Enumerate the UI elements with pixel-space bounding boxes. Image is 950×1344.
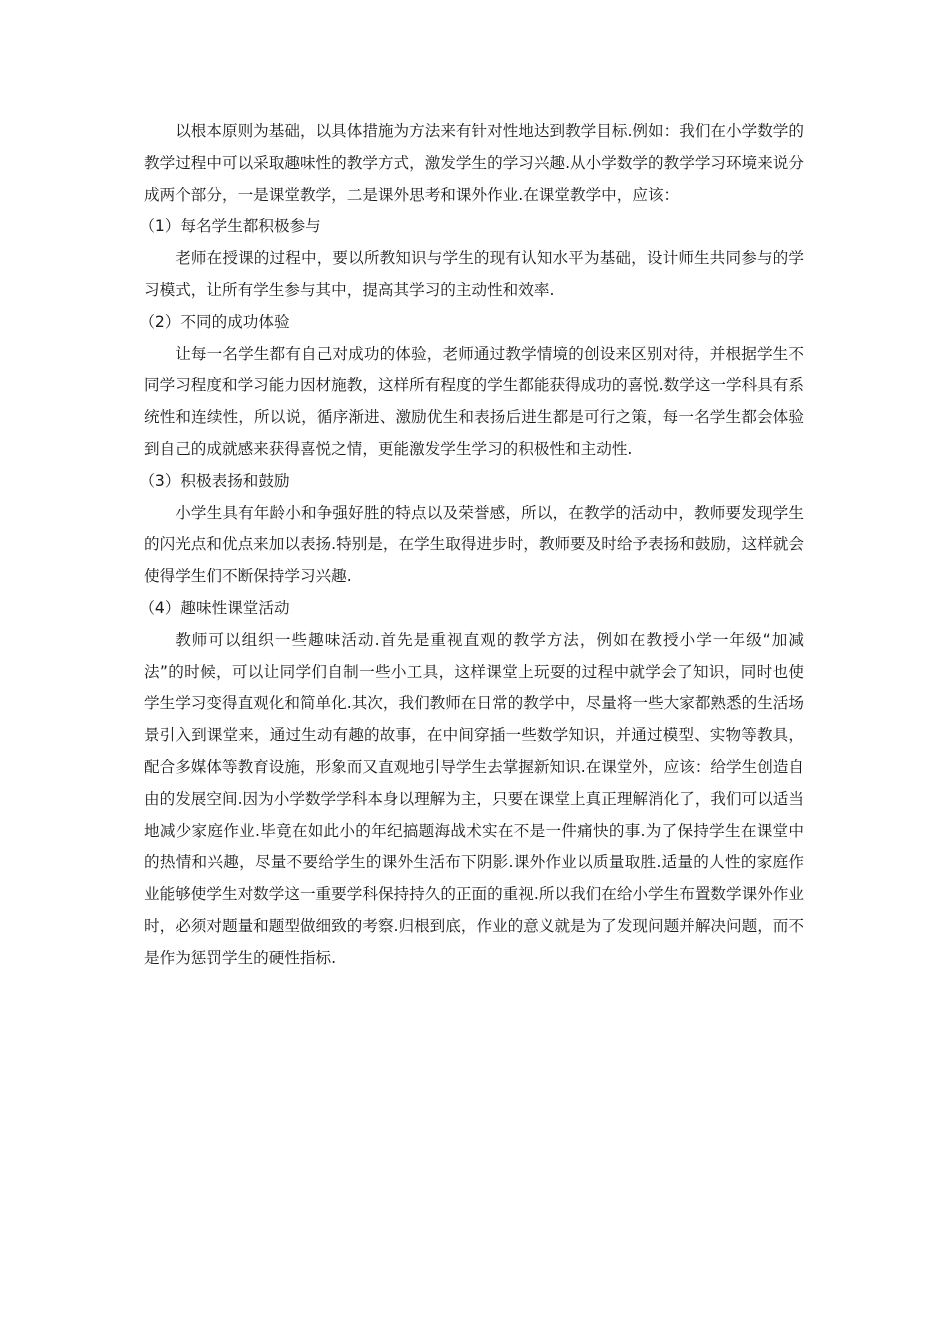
section-heading-4: （4）趣味性课堂活动 [139,598,290,617]
section-body-2: 让每一名学生都有自己对成功的体验，老师通过教学情境的创设来区别对待，并根据学生不同学习程度和学习能力因材施教，这样所有程度的学生都能获得成功的喜悦.数学这一学科具有系统性和连续性，所以说，循序渐进、激励优生和表扬后进生都是可行之策，每一名学生都会体验到自己的成就感来获得喜悦之情，更能激发学生学习的积极性和主动性. [144,344,804,458]
intro-paragraph: 以根本原则为基础，以具体措施为方法来有针对性地达到教学目标.例如：我们在小学数学的教学过程中可以采取趣味性的教学方式，激发学生的学习兴趣.从小学数学的教学学习环境来说分成两个部分，一是课堂教学，二是课外思考和课外作业.在课堂教学中，应该： [144,122,804,204]
section-body-3: 小学生具有年龄小和争强好胜的特点以及荣誉感，所以，在教学的活动中，教师要发现学生的闪光点和优点来加以表扬.特别是，在学生取得进步时，教师要及时给予表扬和鼓励，这样就会使得学生们不断保持学习兴趣. [144,503,804,586]
section-heading-2: （2）不同的成功体验 [139,312,290,331]
section-body-4: 教师可以组织一些趣味活动.首先是重视直观的教学方法，例如在教授小学一年级“加减法”的时候，可以让同学们自制一些小工具，这样课堂上玩耍的过程中就学会了知识，同时也使学生学习变得直观化和简单化.其次，我们教师在日常的教学中，尽量将一些大家都熟悉的生活场景引入到课堂来，通过生动有趣的故事，在中间穿插一些数学知识，并通过模型、实物等教具，配合多媒体等教育设施，形象而又直观地引导学生去掌握新知识.在课堂外，应该：给学生创造自由的发展空间.因为小学数学学科本身以理解为主，只要在课堂上真正理解消化了，我们可以适当地减少家庭作业.毕竟在如此小的年纪搞题海战术实在不是一件痛快的事.为了保持学生在课堂中的热情和兴趣，尽量不要给学生的课外生活布下阴影.课外作业以质量取胜.适量的人性的家庭作业能够使学生对数学这一重要学科保持持久的正面的重视.所以我们在给小学生布置数学课外作业时，必须对题量和题型做细致的考察.归根到底，作业的意义就是为了发现问题并解决问题，而不是作为惩罚学生的硬性指标. [144,630,804,967]
section-heading-3: （3）积极表扬和鼓励 [139,471,290,490]
section-body-1: 老师在授课的过程中，要以所教知识与学生的现有认知水平为基础，设计师生共同参与的学习模式，让所有学生参与其中，提高其学习的主动性和效率. [144,249,804,299]
document-page [139,116,804,975]
section-heading-1: （1）每名学生都积极参与 [139,217,321,236]
